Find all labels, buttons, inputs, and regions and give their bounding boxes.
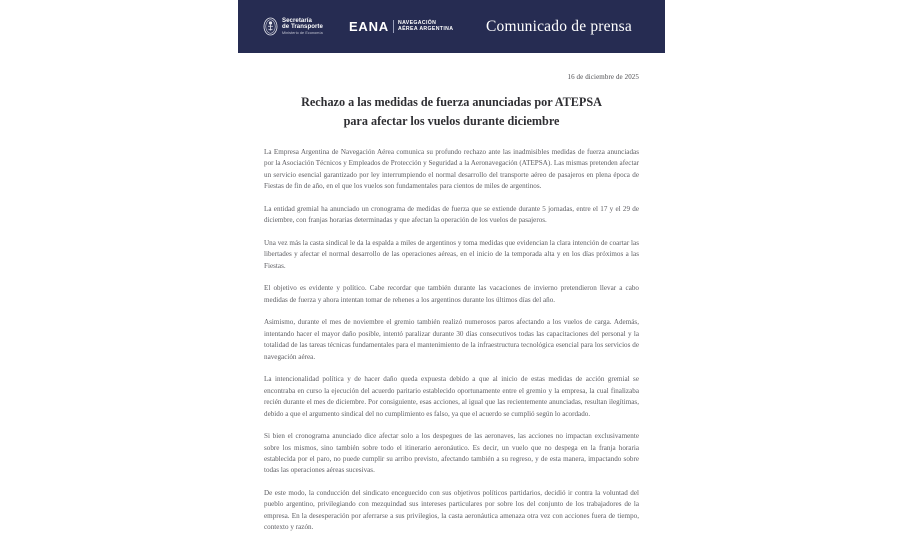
document-title xyxy=(264,93,639,131)
header-logo-group xyxy=(263,17,453,36)
eana-sub-line2: AÉREA ARGENTINA xyxy=(398,25,454,32)
government-logo xyxy=(263,17,323,36)
argentina-shield-icon xyxy=(263,17,278,36)
header-title: Comunicado de prensa xyxy=(485,17,632,35)
document-paragraph: La intencionalidad política y de hacer daño queda expuesta debido a que al inicio de estas medidas de acción gremial se encontraba en curso la ejecución del acuerdo paritario establecido oportunamente entre el gremio y la empresa, la cual finalizaba recién durante el mes de diciembre. Por consiguiente, esas acciones, al igual que las recientemente anunciadas, resultan ilegítimas, debido a que el argumento sindical del no cumplimiento es falso, ya que el acuerdo se cumplió según lo acordado. xyxy=(264,375,639,418)
document-date: 16 de diciembre de 2025 xyxy=(567,73,639,81)
document-title-line1: Rechazo a las medidas de fuerza anunciadas por ATEPSA xyxy=(301,95,602,109)
document-title-line2: para afectar los vuelos durante diciembre xyxy=(343,113,560,128)
eana-wordmark: EANA xyxy=(348,19,389,34)
document-content xyxy=(264,53,639,545)
gov-logo-line1: Secretaría xyxy=(282,16,312,24)
eana-sub-line1: NAVEGACIÓN xyxy=(398,19,437,26)
document-paragraphs xyxy=(264,147,639,534)
document-paragraph: La entidad gremial ha anunciado un cronograma de medidas de fuerza que se extiende durante 5 jornadas, entre el 17 y el 29 de diciembre, con franjas horarias determinadas y que afectan la operación de los vuelos de pasajeros. xyxy=(264,204,639,225)
government-logo-text xyxy=(282,18,323,36)
document-paragraph: De este modo, la conducción del sindicato enceguecido con sus objetivos políticos partidarios, decidió ir contra la voluntad del pueblo argentino, privilegiando con mezquindad sus intereses particulares por sobre los del conjunto de los trabajadores de la empresa. En la desesperación por aferrarse a sus privilegios, la casta aeronáutica amenaza otra vez con acciones fuera de tiempo, contexto y razón. xyxy=(264,488,639,532)
eana-logo-divider xyxy=(393,20,394,33)
document-paragraph: La Empresa Argentina de Navegación Aérea comunica su profundo rechazo ante las inadmisibles medidas de fuerza anunciadas por la Asociación Técnicos y Empleados de Protección y Seguridad a la Aeronavegación (ATEPSA). Las mismas pretenden afectar un servicio esencial garantizado por ley interrumpiendo el normal desarrollo del transporte aéreo de pasajeros en plena época de Fiestas de fin de año, en el que los vuelos son fundamentales para cientos de miles de argentinos. xyxy=(264,147,639,191)
eana-logo xyxy=(349,19,453,34)
gov-logo-line3: Ministerio de Economía xyxy=(282,31,323,36)
header-band xyxy=(238,0,665,53)
document-paragraph: Una vez más la casta sindical le da la espalda a miles de argentinos y toma medidas que evidencian la clara intención de coartar las libertades y afectar el normal desarrollo de las operaciones aéreas, en el inicio de la temporada alta y en los días próximos a las Fiestas. xyxy=(264,238,639,270)
gov-logo-line2: de Transporte xyxy=(282,23,323,31)
eana-logo-subtext xyxy=(398,21,453,32)
document-paragraph: El objetivo es evidente y político. Cabe recordar que también durante las vacaciones de invierno pretendieron llevar a cabo medidas de fuerza y ahora intentan tomar de rehenes a los argentinos durante los últimos días del año. xyxy=(264,284,639,304)
document-paragraph: Asimismo, durante el mes de noviembre el gremio también realizó numerosos paros afectando a los vuelos de carga. Además, intentando hacer el mayor daño posible, intentó paralizar durante 30 días consecutivos todas las capacitaciones del personal y la totalidad de las tareas técnicas fundamentales para el mantenimiento de la infraestructura tecnológica esencial para los servicios de navegación aérea. xyxy=(264,318,639,361)
document-paragraph: Si bien el cronograma anunciado dice afectar solo a los despegues de las aeronaves, las acciones no impactan exclusivamente sobre los mismos, sino también sobre todo el itinerario aeronáutico. Es decir, un vuelo que no despega en la franja horaria establecida por el paro, no puede cumplir su arribo previsto, afectando también a su regreso, y de esta manera, impactando sobre todas las operaciones aéreas sucesivas. xyxy=(264,432,639,475)
